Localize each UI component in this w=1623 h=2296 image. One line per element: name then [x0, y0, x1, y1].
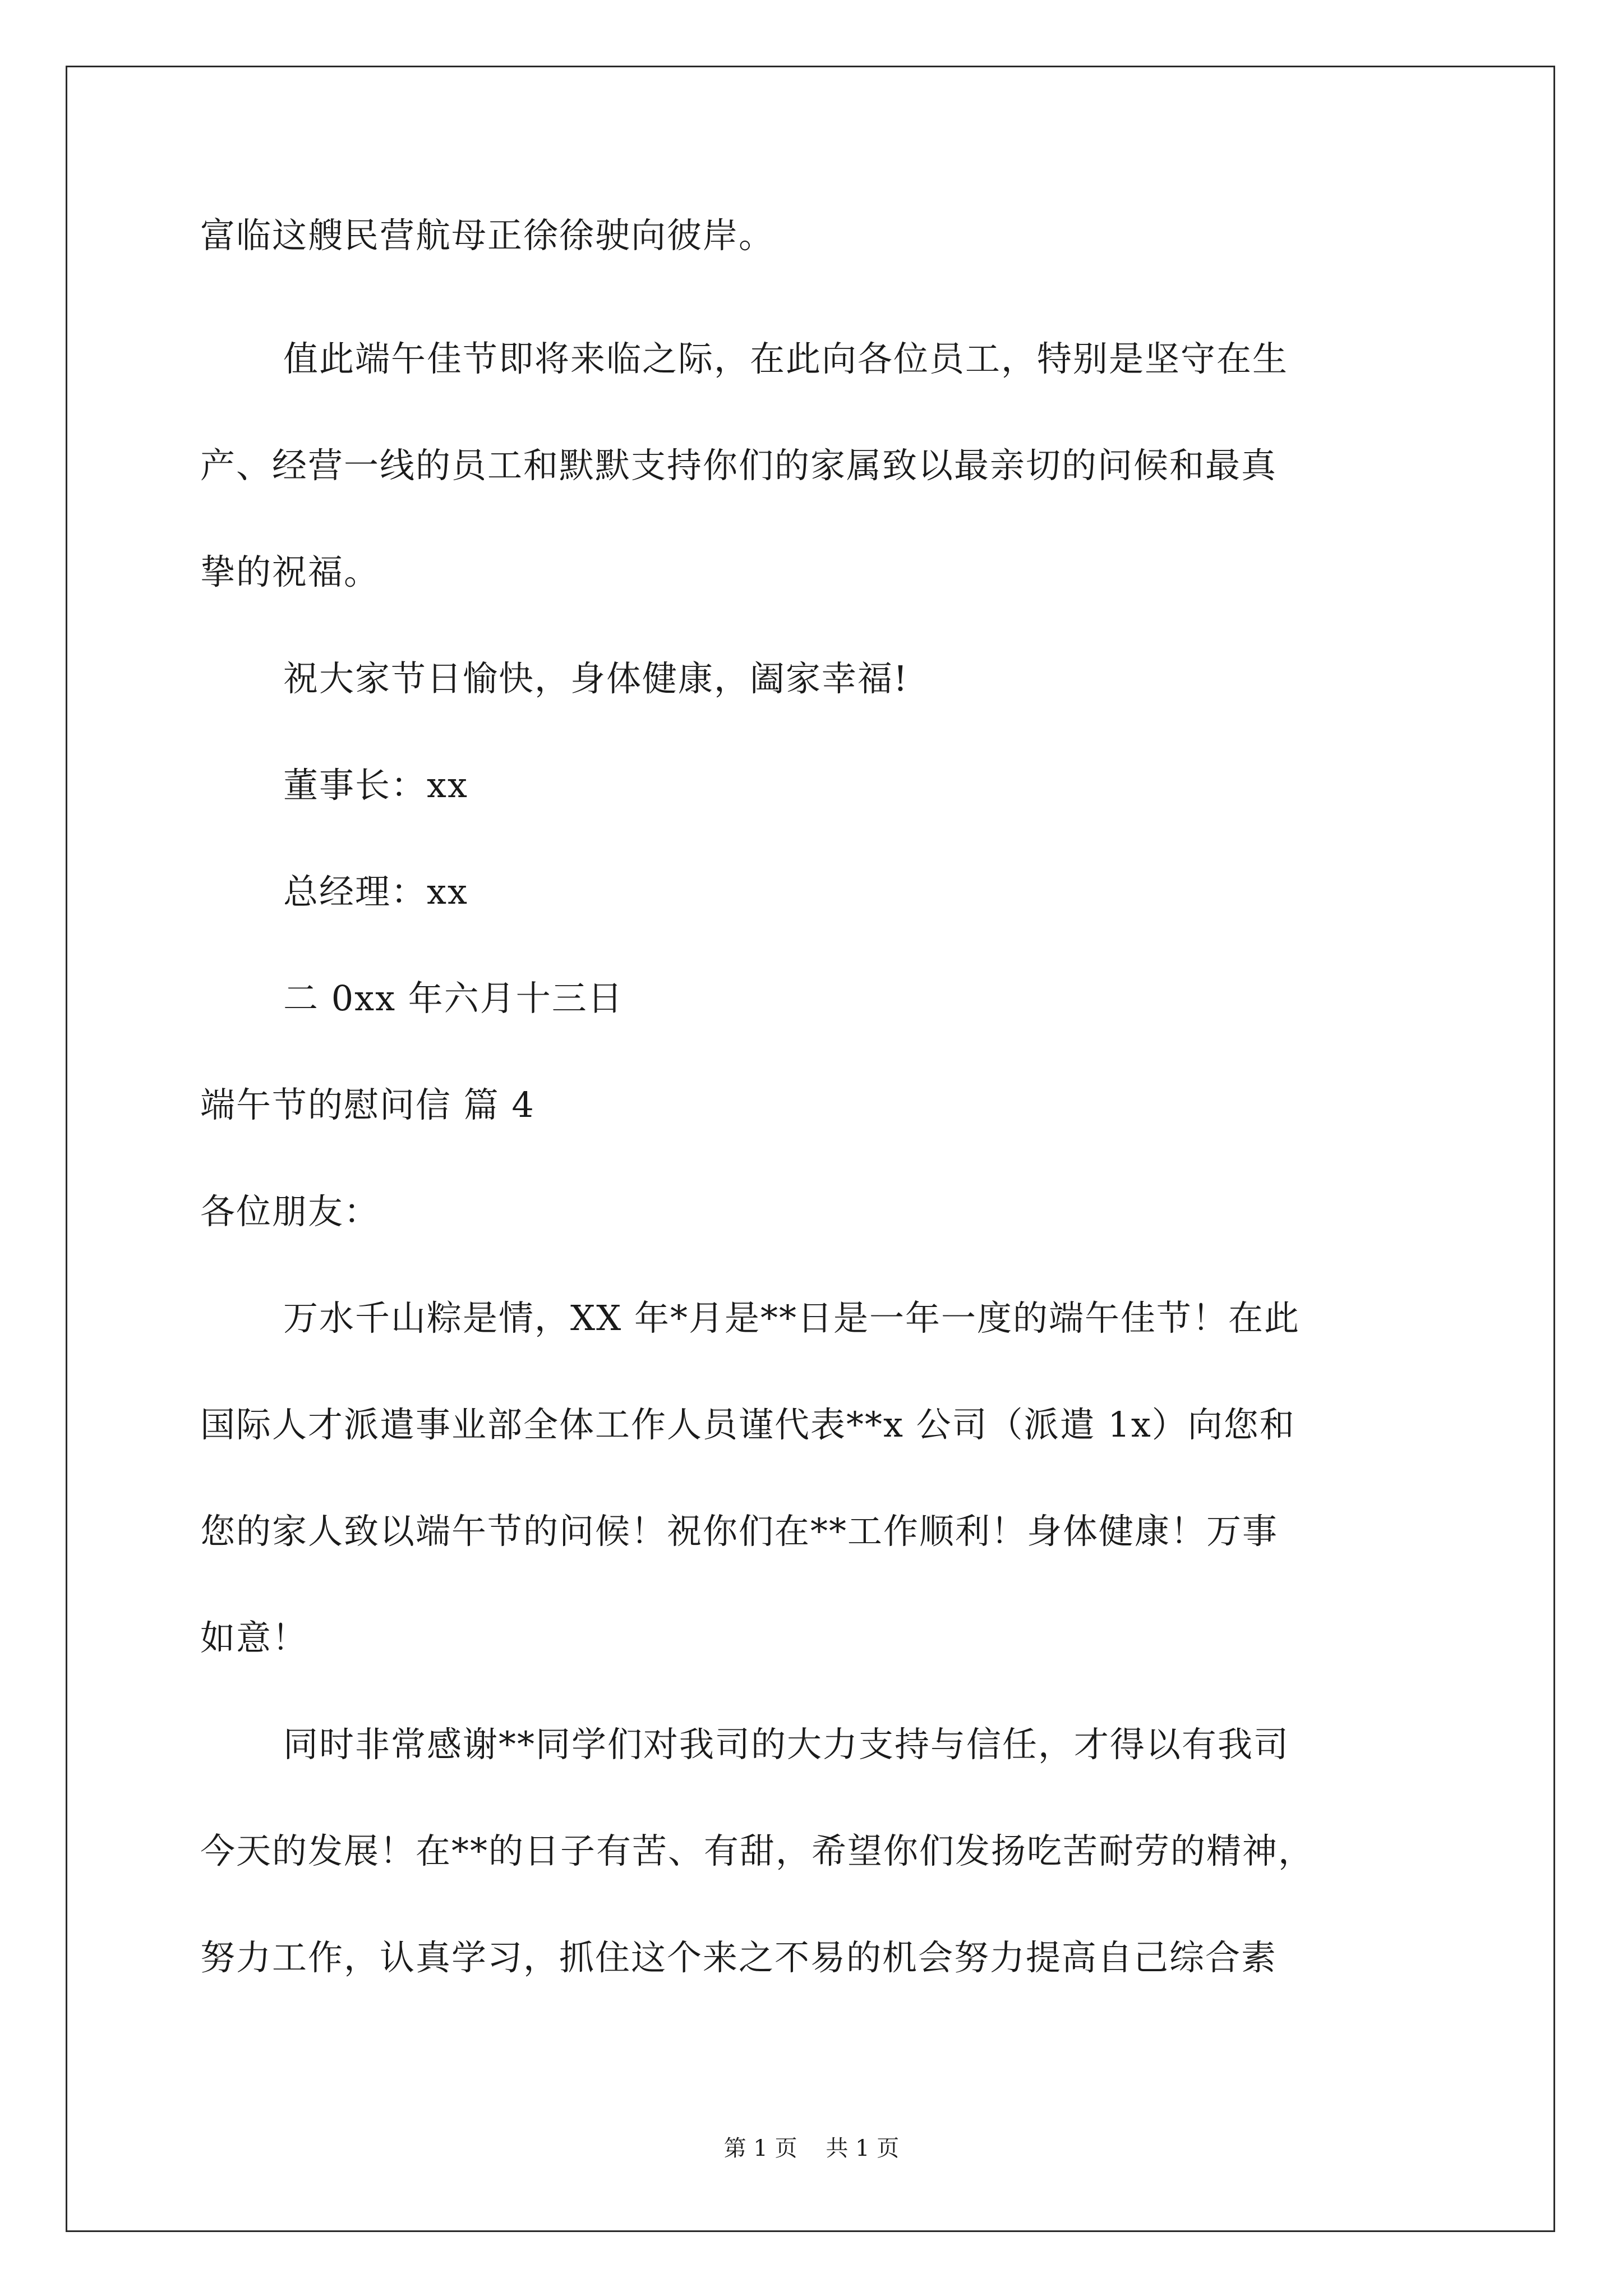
letter-date: 二 0xx 年六月十三日 — [283, 978, 624, 1019]
body-line-11: 万水千山粽是情，XX 年*月是**日是一年一度的端午佳节！在此 — [283, 1297, 1300, 1338]
page-border — [66, 66, 1555, 2232]
body-line-14: 如意！ — [200, 1617, 308, 1658]
body-line-2: 值此端午佳节即将来临之际，在此向各位员工，特别是坚守在生 — [283, 338, 1289, 379]
body-line-12: 国际人才派遣事业部全体工作人员谨代表**x 公司（派遣 1x）向您和 — [200, 1404, 1295, 1445]
body-line-13: 您的家人致以端午节的问候！祝你们在**工作顺利！身体健康！万事 — [200, 1511, 1279, 1552]
body-line-5: 祝大家节日愉快，身体健康，阖家幸福! — [283, 658, 909, 699]
body-line-16: 今天的发展！在**的日子有苦、有甜，希望你们发扬吃苦耐劳的精神， — [200, 1830, 1315, 1871]
body-line-1: 富临这艘民营航母正徐徐驶向彼岸。 — [200, 215, 775, 256]
signature-chairman: 董事长：xx — [283, 765, 468, 806]
section-heading: 端午节的慰问信 篇 4 — [200, 1084, 535, 1125]
body-line-4: 挚的祝福。 — [200, 551, 380, 592]
body-line-3: 产、经营一线的员工和默默支持你们的家属致以最亲切的问候和最真 — [200, 445, 1278, 486]
body-line-15: 同时非常感谢**同学们对我司的大力支持与信任，才得以有我司 — [283, 1724, 1290, 1765]
signature-manager: 总经理：xx — [283, 871, 468, 912]
page-number-footer: 第 1 页 共 1 页 — [723, 2136, 900, 2161]
body-line-17: 努力工作，认真学习，抓住这个来之不易的机会努力提高自己综合素 — [200, 1937, 1278, 1978]
salutation: 各位朋友： — [200, 1191, 380, 1232]
